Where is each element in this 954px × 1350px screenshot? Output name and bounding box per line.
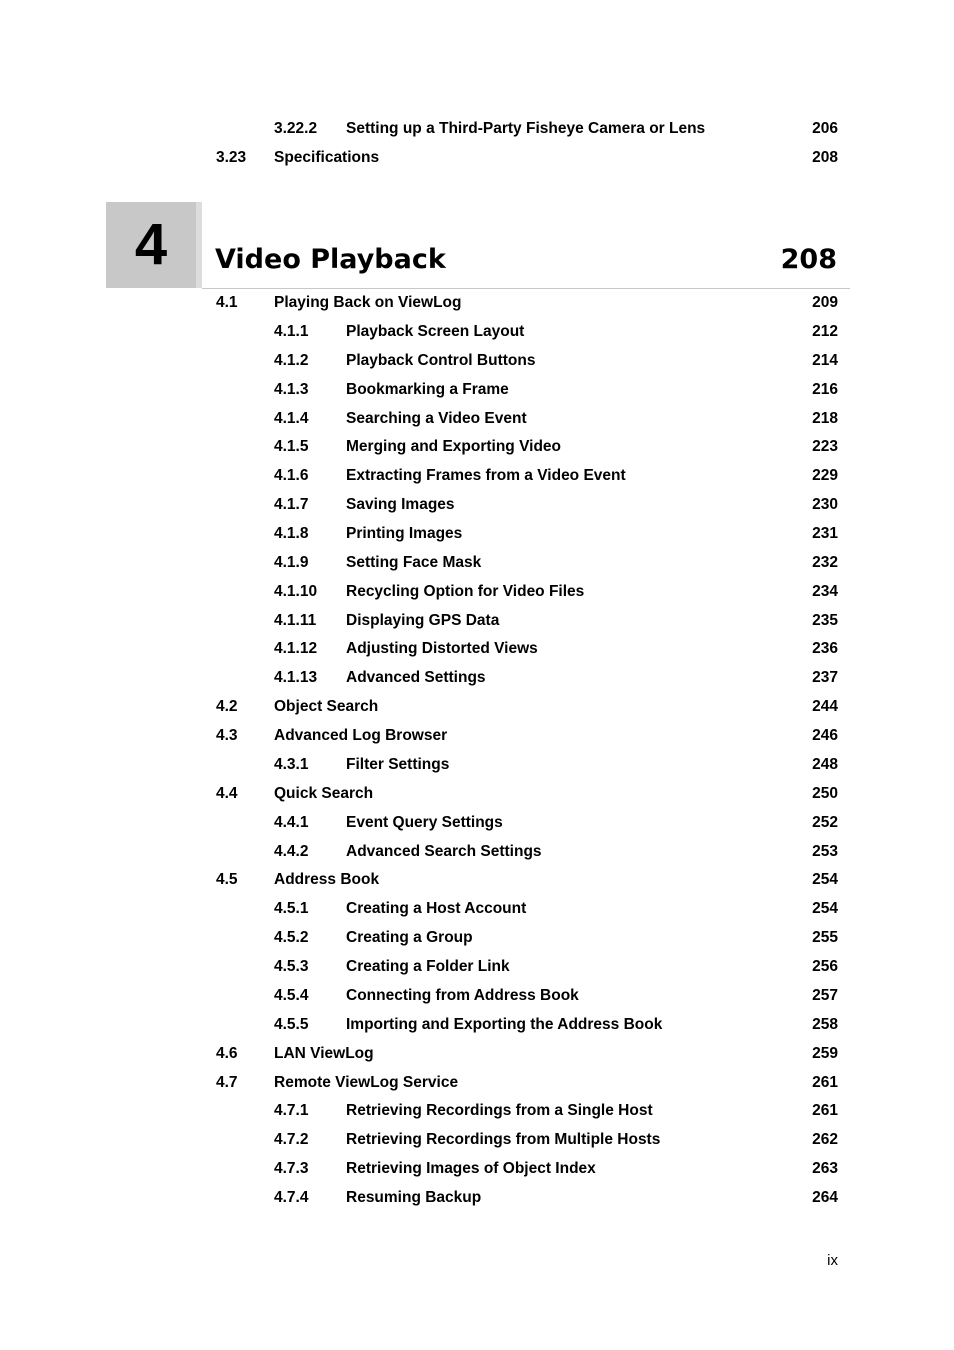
toc-entry[interactable]	[274, 610, 838, 632]
toc-entry-title: Setting Face Mask	[346, 553, 482, 571]
toc-entry-title: Retrieving Recordings from Multiple Hosts	[346, 1131, 661, 1149]
toc-entry-page: 230	[812, 496, 838, 514]
toc-entry-number: 4.1.13	[274, 669, 318, 687]
toc-entry-title: Specifications	[274, 149, 380, 166]
toc-entry[interactable]	[274, 754, 838, 776]
toc-entry-page: 254	[812, 871, 838, 889]
toc-entry[interactable]	[274, 436, 838, 458]
toc-entry-number: 4.2	[216, 698, 238, 716]
toc-entry-title: Advanced Settings	[346, 669, 486, 687]
toc-entry[interactable]	[216, 725, 838, 747]
toc-entry[interactable]	[274, 465, 838, 487]
toc-entry[interactable]	[274, 667, 838, 689]
toc-entry-number: 3.22.2	[274, 120, 318, 137]
toc-entry[interactable]	[274, 494, 838, 516]
toc-entry-number: 4.1.10	[274, 582, 318, 600]
toc-entry-number: 4.7.1	[274, 1102, 309, 1120]
toc-entry-page: 229	[812, 467, 838, 485]
toc-entry-title: Remote ViewLog Service	[274, 1073, 459, 1091]
toc-entry-number: 4.3.1	[274, 755, 309, 773]
toc-entry-number: 4.1.9	[274, 553, 309, 571]
toc-entry-number: 4.1.7	[274, 496, 309, 514]
page-number: ix	[827, 1252, 838, 1269]
toc-entry-page: 250	[812, 784, 838, 802]
toc-entry-title: Extracting Frames from a Video Event	[346, 467, 626, 485]
toc-entry-number: 4.1.11	[274, 611, 317, 629]
chapter-number: 4	[134, 212, 168, 277]
toc-entry-title: Quick Search	[274, 784, 374, 802]
toc-entry-title: Creating a Host Account	[346, 900, 527, 918]
chapter-title: Video Playback	[215, 244, 446, 275]
toc-entry[interactable]	[216, 696, 838, 718]
toc-entry-number: 4.5.5	[274, 1015, 309, 1033]
toc-entry-title: Event Query Settings	[346, 813, 503, 831]
chapter-heading[interactable]	[215, 240, 837, 280]
toc-entry-title: Object Search	[274, 698, 379, 716]
toc-entry-number: 4.4.2	[274, 842, 309, 860]
toc-entry-number: 4.6	[216, 1044, 238, 1062]
toc-entry[interactable]	[274, 898, 838, 920]
toc-entry-title: Connecting from Address Book	[346, 986, 579, 1004]
toc-entry-number: 4.7	[216, 1073, 238, 1091]
chapter-page: 208	[780, 244, 837, 275]
toc-entry-page: 255	[812, 929, 838, 947]
toc-entry-number: 4.1	[216, 294, 238, 311]
toc-entry[interactable]	[274, 321, 838, 343]
toc-entry-page: 263	[812, 1160, 838, 1178]
toc-entry-title: Playing Back on ViewLog	[274, 294, 462, 311]
toc-entry-page: 235	[812, 611, 838, 629]
toc-entry[interactable]	[274, 408, 838, 430]
toc-entry-title: Address Book	[274, 871, 380, 889]
toc-entry[interactable]	[274, 812, 838, 834]
toc-entry-number: 4.7.3	[274, 1160, 309, 1178]
toc-entry-number: 4.7.2	[274, 1131, 309, 1149]
toc-entry-page: 232	[812, 553, 838, 571]
toc-entry[interactable]	[274, 956, 838, 978]
toc-entry-title: Creating a Folder Link	[346, 958, 510, 975]
toc-entry-page: 261	[812, 1102, 838, 1120]
toc-entry-number: 4.5.4	[274, 986, 309, 1004]
toc-entry-title: Bookmarking a Frame	[346, 380, 509, 398]
toc-entry-title: Filter Settings	[346, 755, 450, 773]
toc-entry-number: 4.1.8	[274, 525, 309, 542]
toc-entry-page: 216	[812, 380, 838, 398]
toc-entry-number: 4.1.3	[274, 380, 309, 398]
toc-entry[interactable]	[274, 118, 838, 140]
toc-entry-number: 4.7.4	[274, 1189, 309, 1206]
toc-entry[interactable]	[274, 581, 838, 603]
toc-entry[interactable]	[216, 147, 838, 169]
toc-entry-page: 257	[812, 986, 838, 1004]
toc-entry-page: 209	[812, 294, 838, 311]
chapter-number-box	[106, 202, 202, 288]
toc-entry-page: 264	[812, 1189, 838, 1206]
toc-entry-page: 254	[812, 900, 838, 918]
toc-entry-number: 4.5	[216, 871, 238, 889]
toc-entry-page: 208	[812, 149, 838, 166]
toc-entry-page: 244	[812, 698, 838, 716]
toc-entry-title: Merging and Exporting Video	[346, 438, 562, 456]
toc-entry-page: 248	[812, 755, 838, 773]
toc-entry-title: Printing Images	[346, 525, 463, 542]
toc-entry-number: 4.1.4	[274, 409, 309, 427]
toc-entry[interactable]	[274, 1129, 838, 1151]
toc-entry-page: 223	[812, 438, 838, 456]
toc-entry-title: Importing and Exporting the Address Book	[346, 1015, 663, 1033]
toc-entry-page: 259	[812, 1044, 838, 1062]
toc-entry[interactable]	[274, 841, 838, 863]
toc-entry[interactable]	[274, 379, 838, 401]
toc-entry[interactable]	[274, 523, 838, 545]
toc-entry-page: 246	[812, 727, 838, 744]
toc-entry-number: 4.1.6	[274, 467, 309, 485]
toc-entry-title: Recycling Option for Video Files	[346, 582, 585, 600]
toc-entry[interactable]	[274, 552, 838, 574]
toc-entry-number: 4.1.2	[274, 351, 309, 369]
chapter-divider	[202, 288, 850, 289]
toc-entry-page: 256	[812, 958, 838, 975]
toc-entry-number: 4.3	[216, 727, 238, 744]
toc-entry[interactable]	[216, 783, 838, 805]
toc-entry[interactable]	[274, 927, 838, 949]
toc-entry-title: Saving Images	[346, 496, 455, 514]
toc-entry-page: 237	[812, 669, 838, 687]
toc-entry-page: 258	[812, 1015, 838, 1033]
toc-entry[interactable]	[274, 1187, 838, 1209]
toc-entry-title: Retrieving Recordings from a Single Host	[346, 1102, 653, 1120]
toc-entry[interactable]	[274, 1014, 838, 1036]
toc-entry-title: Resuming Backup	[346, 1189, 482, 1206]
toc-entry[interactable]	[216, 1072, 838, 1094]
toc-entry-number: 4.1.5	[274, 438, 309, 456]
toc-entry-title: LAN ViewLog	[274, 1044, 374, 1062]
toc-entry-page: 212	[812, 322, 838, 340]
toc-entry-title: Advanced Search Settings	[346, 842, 542, 860]
toc-entry-page: 261	[812, 1073, 838, 1091]
toc-entry-page: 262	[812, 1131, 838, 1149]
toc-entry-title: Retrieving Images of Object Index	[346, 1160, 596, 1178]
toc-entry-title: Advanced Log Browser	[274, 727, 448, 744]
toc-entry-page: 218	[812, 409, 838, 427]
toc-entry-number: 4.5.2	[274, 929, 309, 947]
toc-entry-page: 236	[812, 640, 838, 658]
toc-entry-number: 3.23	[216, 149, 247, 166]
toc-entry-number: 4.4	[216, 784, 238, 802]
toc-entry[interactable]	[216, 869, 838, 891]
toc-entry[interactable]	[274, 350, 838, 372]
toc-entry[interactable]	[274, 985, 838, 1007]
toc-entry-page: 252	[812, 813, 838, 831]
toc-entry[interactable]	[216, 292, 838, 314]
toc-entry-number: 4.5.3	[274, 958, 309, 975]
toc-entry-number: 4.1.1	[274, 322, 309, 340]
toc-entry-number: 4.1.12	[274, 640, 318, 658]
toc-entry-page: 253	[812, 842, 838, 860]
toc-entry-title: Playback Screen Layout	[346, 322, 525, 340]
toc-entry-title: Displaying GPS Data	[346, 611, 500, 629]
toc-entry-title: Creating a Group	[346, 929, 473, 947]
toc-entry-page: 231	[812, 525, 838, 542]
toc-entry-title: Searching a Video Event	[346, 409, 527, 427]
toc-entry-title: Playback Control Buttons	[346, 351, 536, 369]
toc-entry-page: 234	[812, 582, 838, 600]
toc-entry[interactable]	[274, 1158, 838, 1180]
toc-entry[interactable]	[216, 1043, 838, 1065]
toc-entry-title: Adjusting Distorted Views	[346, 640, 538, 658]
toc-entry-number: 4.4.1	[274, 813, 309, 831]
toc-entry-page: 206	[812, 120, 838, 137]
toc-entry[interactable]	[274, 1100, 838, 1122]
toc-entry[interactable]	[274, 638, 838, 660]
toc-entry-page: 214	[812, 351, 838, 369]
toc-entry-title: Setting up a Third-Party Fisheye Camera or Lens	[346, 120, 706, 137]
toc-entry-number: 4.5.1	[274, 900, 309, 918]
